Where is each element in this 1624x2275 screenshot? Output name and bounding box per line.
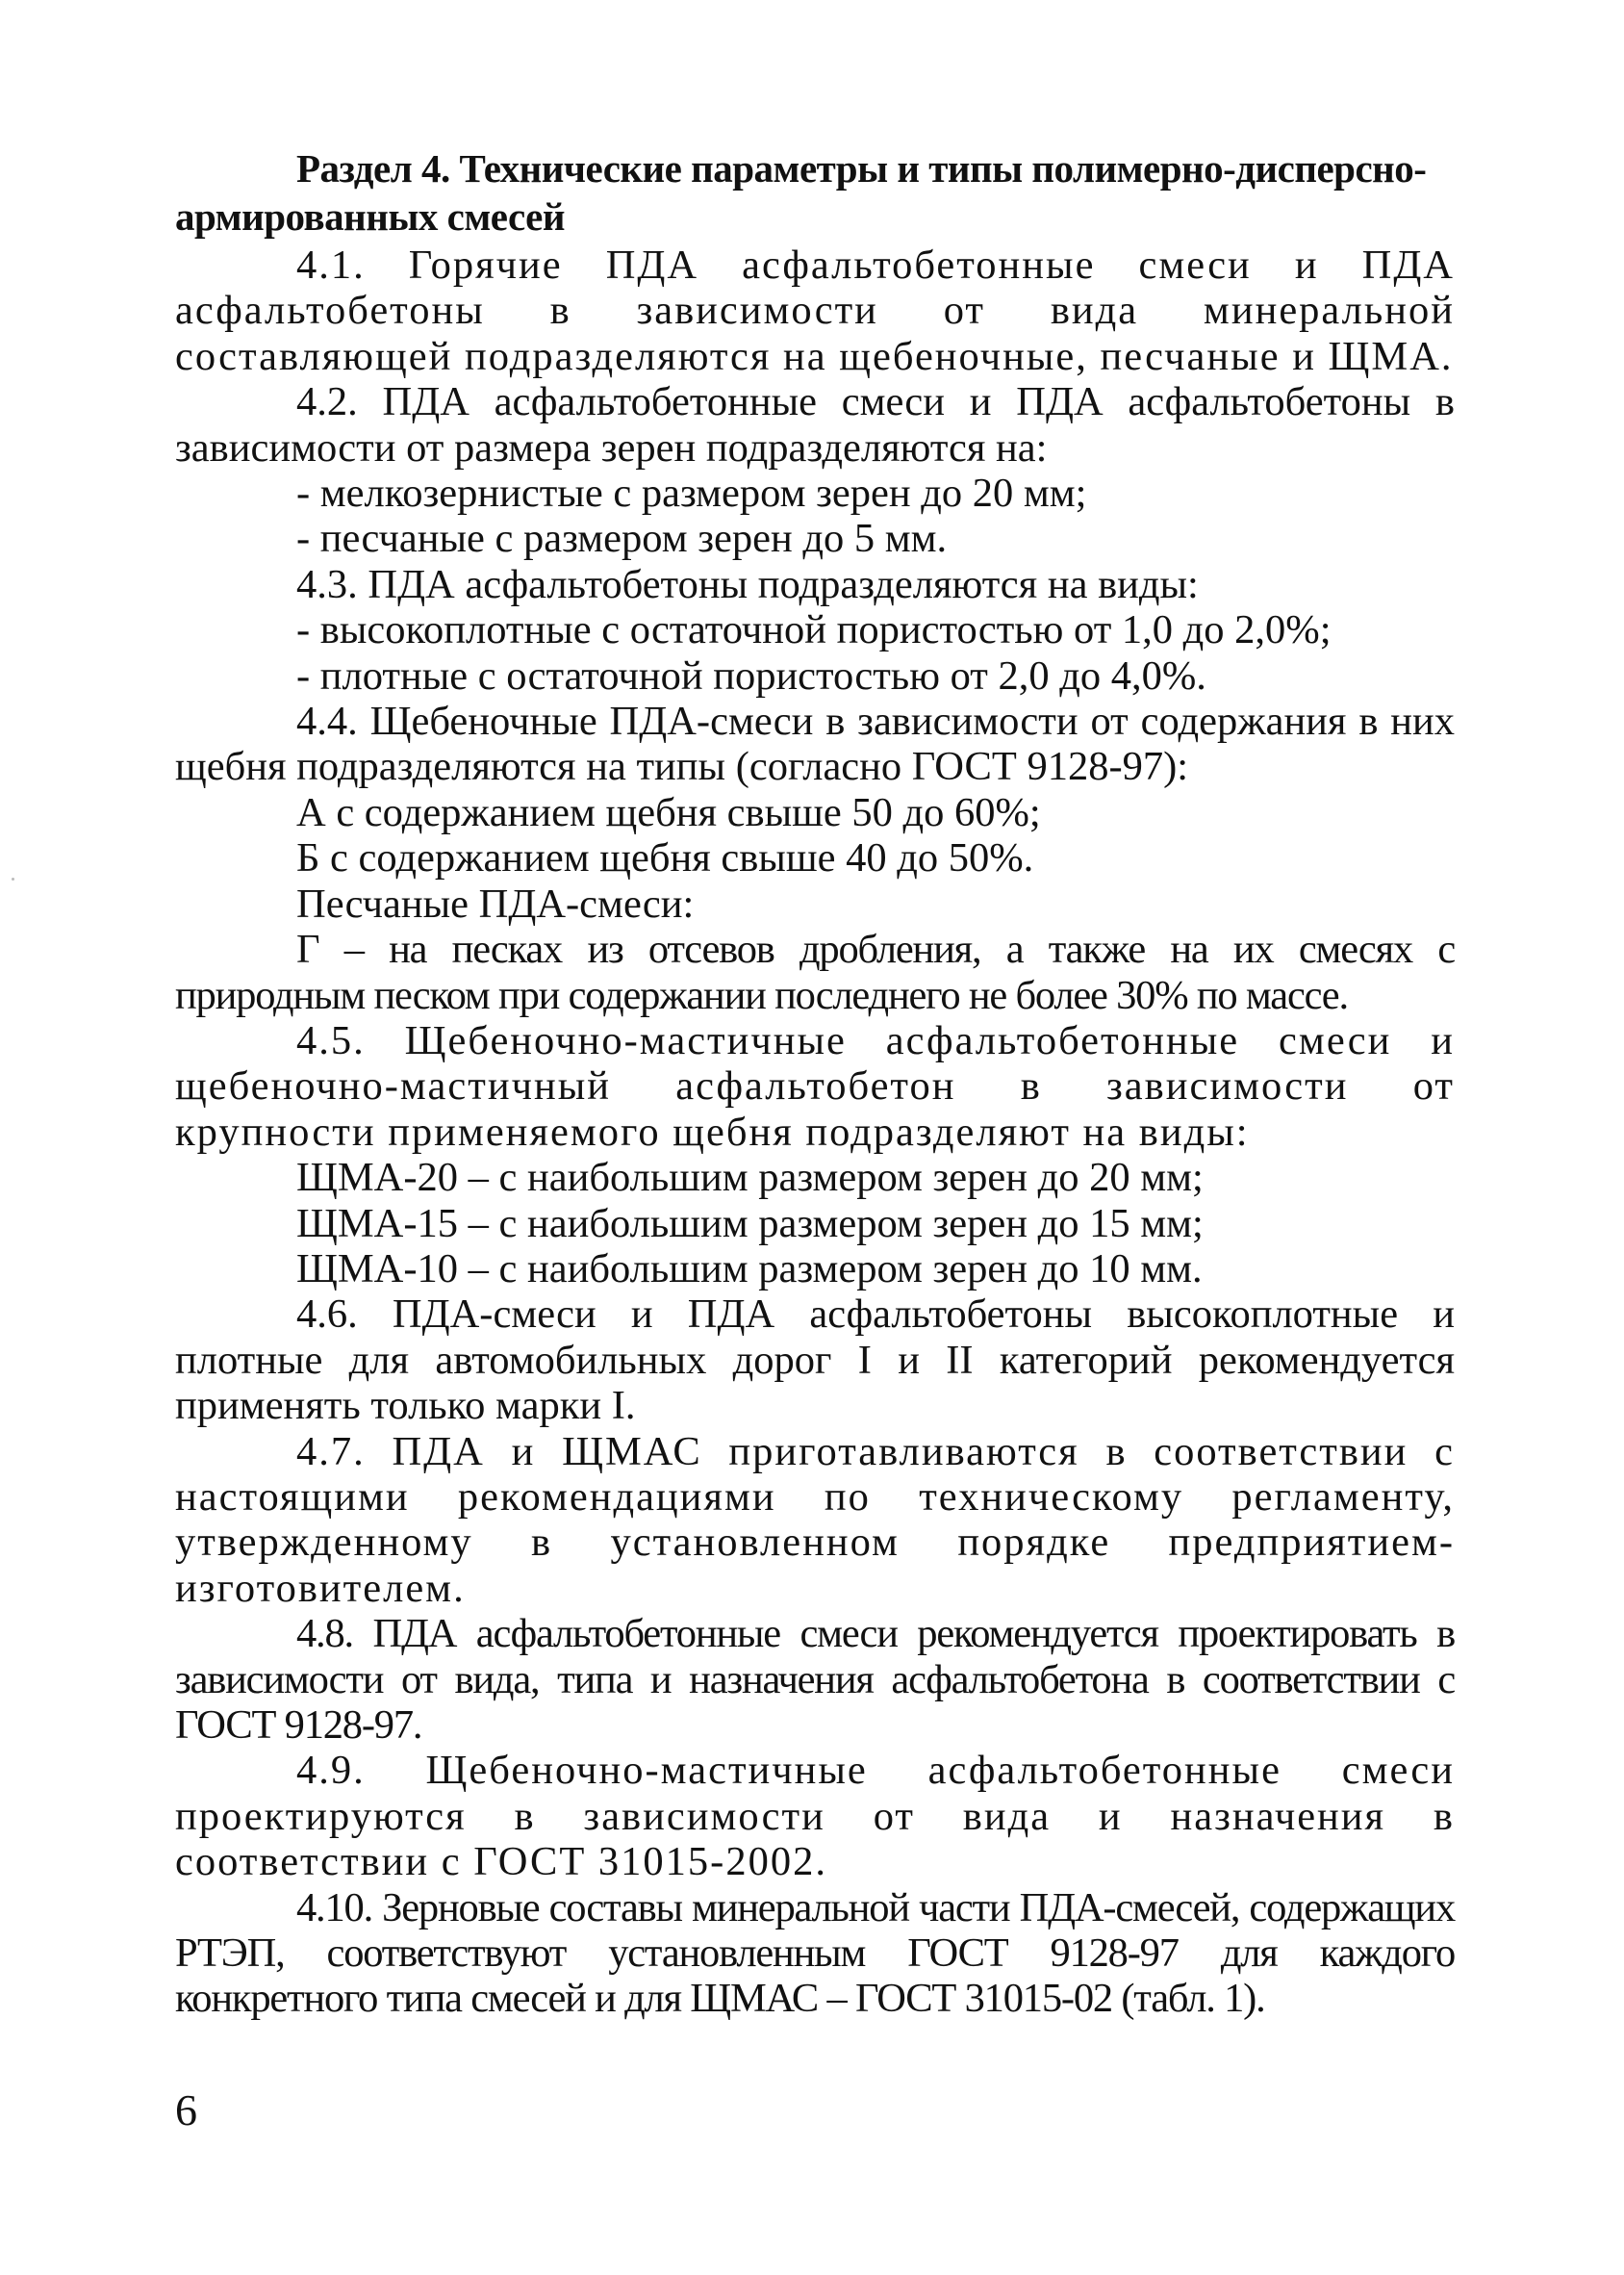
paragraph-4-5: 4.5. Щебеночно-мастичные асфальтобетонные смеси и щебеночно-мастичный асфальтобетон в зависимости от крупности применяемого щебня подразделяют на виды:: [175, 1017, 1455, 1155]
scan-speck: [12, 878, 14, 881]
list-item: - высокоплотные с остаточной пористостью от 1,0 до 2,0%;: [296, 607, 1332, 653]
list-item: Г – на песках из отсевов дробления, а также на их смесях с природным песком при содержании последнего не более 30% по массе.: [175, 927, 1455, 1018]
paragraph-4-8: 4.8. ПДА асфальтобетонные смеси рекомендуется проектировать в зависимости от вида, типа и назначения асфальтобетона в соответствии с ГОСТ 9128-97.: [175, 1611, 1455, 1748]
paragraph-4-6: 4.6. ПДА-смеси и ПДА асфальтобетоны высокоплотные и плотные для автомобильных дорог I и II категорий рекомендуется применять только марки I.: [175, 1291, 1455, 1429]
paragraph-4-10: 4.10. Зерновые составы минеральной части ПДА-смесей, содержащих РТЭП, соответствуют установленным ГОСТ 9128-97 для каждого конкретного типа смесей и для ЩМАС – ГОСТ 31015-02 (табл. 1).: [175, 1884, 1455, 2022]
list-item: ЩМА-15 – с наибольшим размером зерен до 15 мм;: [296, 1200, 1204, 1246]
paragraph-4-3: 4.3. ПДА асфальтобетоны подразделяются на виды:: [296, 561, 1199, 607]
list-item: - плотные с остаточной пористостью от 2,0 до 4,0%.: [296, 652, 1206, 699]
paragraph-4-2: 4.2. ПДА асфальтобетонные смеси и ПДА асфальтобетоны в зависимости от размера зерен подразделяются на:: [175, 379, 1455, 471]
body-text: [175, 243, 1455, 2022]
list-item: Б с содержанием щебня свыше 40 до 50%.: [296, 835, 1034, 882]
list-item: ЩМА-20 – с наибольшим размером зерен до 20 мм;: [296, 1155, 1204, 1201]
section-heading: [175, 144, 1455, 241]
list-item: Песчаные ПДА-смеси:: [296, 881, 695, 927]
list-item: - мелкозернистые с размером зерен до 20 мм;: [296, 471, 1087, 517]
paragraph-4-9: 4.9. Щебеночно-мастичные асфальтобетонные смеси проектируются в зависимости от вида и назначения в соответствии с ГОСТ 31015-2002.: [175, 1748, 1455, 1885]
list-item: ЩМА-10 – с наибольшим размером зерен до 10 мм.: [296, 1245, 1203, 1291]
section-heading-line-2: армированных смесей: [175, 194, 566, 239]
page-number: 6: [175, 2085, 197, 2134]
paragraph-4-4: 4.4. Щебеночные ПДА-смеси в зависимости от содержания в них щебня подразделяются на типы (согласно ГОСТ 9128-97):: [175, 699, 1455, 790]
list-item: А с содержанием щебня свыше 50 до 60%;: [296, 789, 1041, 835]
section-heading-line-1: Раздел 4. Технические параметры и типы полимерно-дисперсно-: [296, 146, 1427, 191]
paragraph-4-7: 4.7. ПДА и ЩМАС приготавливаются в соответствии с настоящими рекомендациями по техническому регламенту, утвержденному в установленном порядке предприятием-изготовителем.: [175, 1428, 1455, 1611]
list-item: - песчаные с размером зерен до 5 мм.: [296, 516, 948, 562]
paragraph-4-1: 4.1. Горячие ПДА асфальтобетонные смеси и ПДА асфальтобетоны в зависимости от вида минеральной составляющей подразделяются на щебеночные, песчаные и ЩМА.: [175, 243, 1455, 379]
